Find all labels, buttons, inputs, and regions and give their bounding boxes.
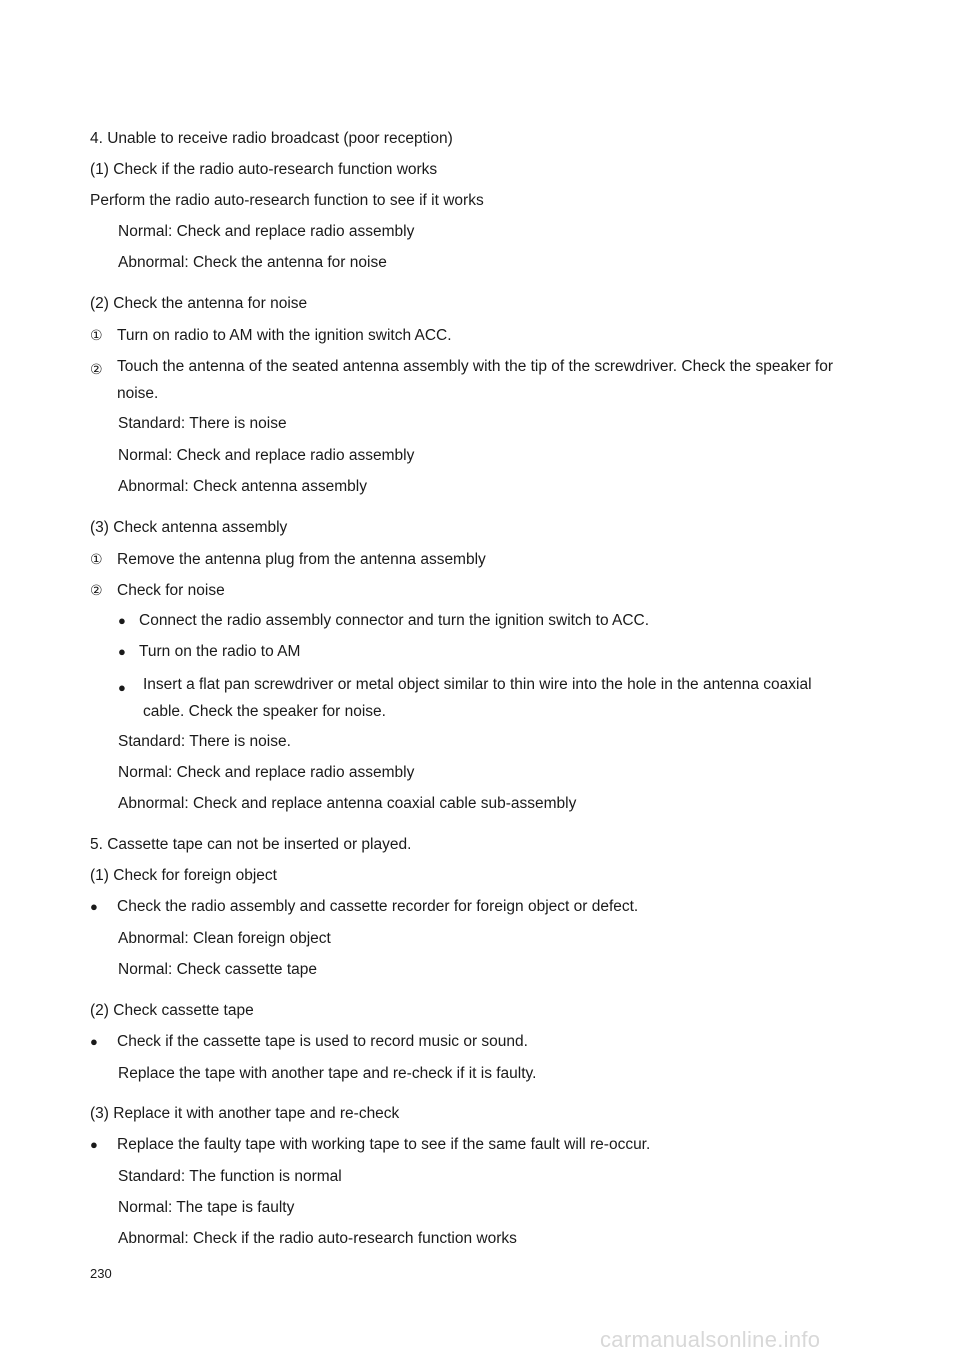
s4-step2-abnormal: Abnormal: Check antenna assembly (118, 478, 367, 495)
bullet-dot-icon: ● (90, 1034, 98, 1049)
s4-step3-bullet3-text: Insert a flat pan screwdriver or metal object similar to thin wire into the hole in the antenna coaxial cable. Check the speaker for noise. (143, 676, 812, 720)
s4-step2-normal: Normal: Check and replace radio assembly (118, 447, 415, 464)
circled-two-marker: ② (90, 361, 103, 377)
s4-step3-abnormal: Abnormal: Check and replace antenna coaxial cable sub-assembly (118, 795, 577, 812)
s5-step3-title: (3) Replace it with another tape and re-check (90, 1105, 400, 1122)
s4-step2-item2 (90, 356, 857, 407)
s4-step3-bullet2-text: Turn on the radio to AM (139, 643, 301, 660)
circled-two-marker: ② (90, 582, 103, 598)
section-4-heading: 4. Unable to receive radio broadcast (poor reception) (90, 130, 453, 147)
s5-step1-normal: Normal: Check cassette tape (118, 961, 318, 978)
s5-step2-bullet-text: Check if the cassette tape is used to record music or sound. (117, 1033, 528, 1050)
bullet-dot-icon: ● (90, 899, 98, 914)
section-5-heading: 5. Cassette tape can not be inserted or played. (90, 836, 412, 853)
s5-step1-bullet-text: Check the radio assembly and cassette recorder for foreign object or defect. (117, 898, 639, 915)
s4-step3-standard: Standard: There is noise. (118, 733, 291, 750)
s4-step2-title: (2) Check the antenna for noise (90, 295, 308, 312)
s4-step2-item1 (90, 325, 452, 346)
s5-step1-bullet (90, 897, 638, 917)
circled-one-marker: ① (90, 551, 103, 567)
s5-step2-text: Replace the tape with another tape and re-check if it is faulty. (118, 1065, 537, 1082)
s4-step2-item2-text: Touch the antenna of the seated antenna assembly with the tip of the screwdriver. Check the speaker for noise. (117, 358, 834, 402)
bullet-dot-icon: ● (118, 644, 126, 659)
s4-step3-item2-text: Check for noise (117, 582, 225, 599)
s5-step2-bullet (90, 1032, 528, 1052)
s4-step2-item1-text: Turn on radio to AM with the ignition switch ACC. (117, 327, 452, 344)
s5-step3-bullet-text: Replace the faulty tape with working tape to see if the same fault will re-occur. (117, 1136, 651, 1153)
s5-step3-bullet (90, 1135, 650, 1155)
s4-step2-standard: Standard: There is noise (118, 415, 287, 432)
s4-step3-bullet2 (118, 642, 300, 662)
bullet-dot-icon: ● (118, 613, 126, 628)
s4-step3-bullet3 (118, 674, 833, 725)
s4-step3-title: (3) Check antenna assembly (90, 519, 288, 536)
s4-step1-text: Perform the radio auto-research function to see if it works (90, 192, 484, 209)
s5-step3-abnormal: Abnormal: Check if the radio auto-research function works (118, 1230, 517, 1247)
s5-step3-normal: Normal: The tape is faulty (118, 1199, 295, 1216)
s5-step1-title: (1) Check for foreign object (90, 867, 277, 884)
bullet-dot-icon: ● (90, 1137, 98, 1152)
s4-step1-abnormal: Abnormal: Check the antenna for noise (118, 254, 387, 271)
circled-one-marker: ① (90, 327, 103, 343)
page-number: 230 (90, 1266, 112, 1281)
s4-step1-title: (1) Check if the radio auto-research function works (90, 161, 438, 178)
s4-step3-bullet1 (118, 611, 649, 631)
watermark: carmanualsonline.info (600, 1327, 821, 1352)
s4-step3-item1 (90, 549, 486, 570)
s4-step1-normal: Normal: Check and replace radio assembly (118, 223, 415, 240)
s4-step3-item2 (90, 580, 225, 601)
s4-step3-normal: Normal: Check and replace radio assembly (118, 764, 415, 781)
s4-step3-item1-text: Remove the antenna plug from the antenna assembly (117, 551, 486, 568)
s5-step1-abnormal: Abnormal: Clean foreign object (118, 930, 331, 947)
bullet-dot-icon: ● (118, 680, 126, 695)
s5-step3-standard: Standard: The function is normal (118, 1168, 342, 1185)
s5-step2-title: (2) Check cassette tape (90, 1002, 254, 1019)
s4-step3-bullet1-text: Connect the radio assembly connector and turn the ignition switch to ACC. (139, 612, 650, 629)
